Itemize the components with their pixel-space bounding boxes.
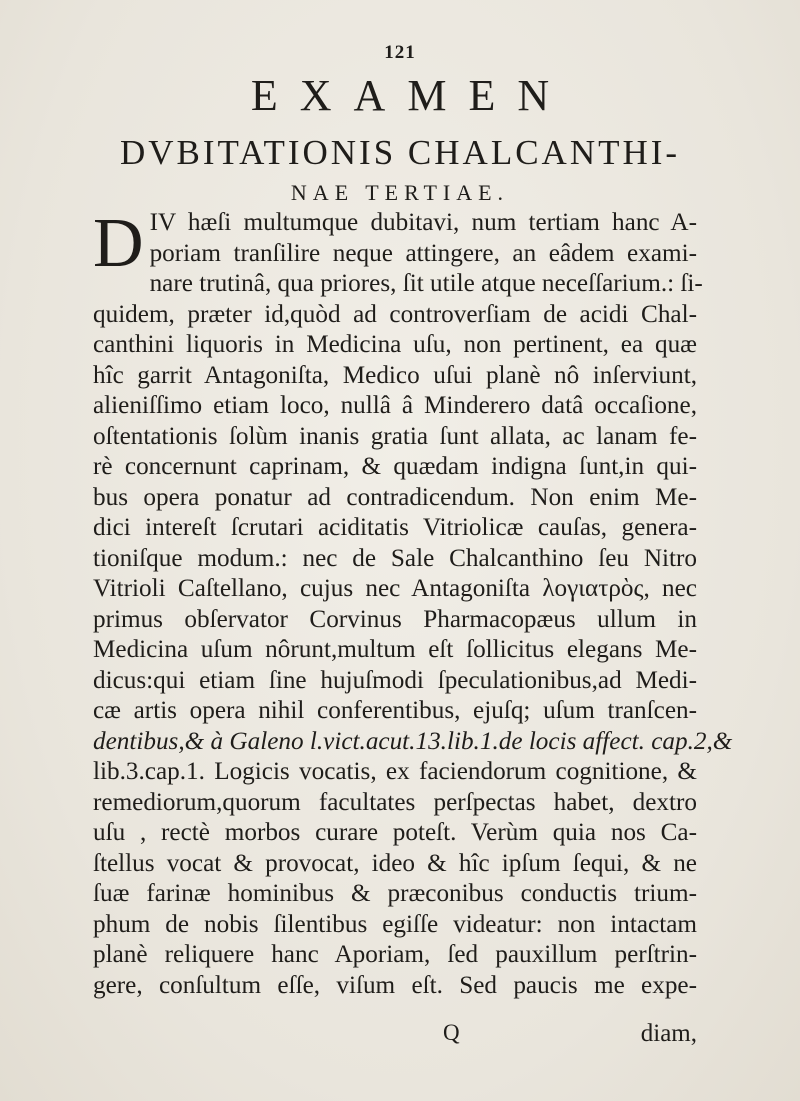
text-line: Medicina uſum nôrunt,multum eſt ſollicitus elegans Me- [93, 636, 697, 663]
text-line: phum de nobis ſilentibus egiſſe videatur: non intactam [93, 910, 697, 938]
text-line: dici intereſt ſcrutari aciditatis Vitriolicæ cauſas, genera- [93, 514, 697, 541]
catchword: diam, [640, 1020, 697, 1047]
text-line: ſtellus vocat & provocat, ideo & hîc ipſum ſequi, & ne [93, 849, 697, 877]
text-line: IV hæſi multumque dubitavi, num tertiam hanc A- [149, 209, 697, 236]
text-line: oſtentationis ſolùm inanis gratia ſunt allata, ac lanam fe- [93, 422, 697, 450]
signature-mark: Q [443, 1020, 460, 1045]
title-tertiae: NAE TERTIAE. [290, 180, 510, 205]
page-number: 121 [384, 42, 416, 63]
text-line: nare trutinâ, qua priores, ſit utile atque neceſſarium.: ſi- [149, 270, 703, 297]
title-examen: EXAMEN [250, 71, 572, 120]
text-line: remediorum,quorum facultates perſpectas habet, dextro [93, 788, 697, 816]
body-text [93, 205, 733, 1001]
text-line: primus obſervator Corvinus Pharmacopæus ullum in [93, 605, 697, 633]
text-line: cæ artis opera nihil conferentibus, ejuſq; uſum tranſcen- [93, 697, 697, 724]
text-line: lib.3.cap.1. Logicis vocatis, ex faciendorum cognitione, & [93, 758, 697, 785]
text-line: ſuæ farinæ hominibus & præconibus conductis trium- [93, 880, 697, 907]
text-line: alieniſſimo etiam loco, nullâ â Minderero datâ occaſione, [93, 392, 697, 419]
text-line: hîc garrit Antagoniſta, Medico uſui planè nô inſerviunt, [93, 361, 697, 389]
text-line: bus opera ponatur ad contradicendum. Non enim Me- [93, 483, 697, 511]
text-line: gere, conſultum eſſe, viſum eſt. Sed paucis me expe- [93, 971, 697, 999]
text-line: rè concernunt caprinam, & quædam indigna ſunt,in qui- [93, 453, 697, 480]
text-line: quidem, præter id,quòd ad controverſiam de acidi Chal- [93, 300, 697, 328]
text-line: dicus:qui etiam ſine hujuſmodi ſpeculationibus,ad Medi- [93, 666, 697, 694]
title-dubitationis: DVBITATIONIS CHALCANTHI- [119, 133, 681, 172]
text-line: tioniſque modum.: nec de Sale Chalcanthino ſeu Nitro [93, 544, 697, 572]
text-line: uſu , rectè morbos curare poteſt. Verùm quia nos Ca- [93, 819, 697, 846]
text-line: canthini liquoris in Medicina uſu, non pertinent, ea quæ [93, 331, 697, 358]
text-line: dentibus,& à Galeno l.vict.acut.13.lib.1.de locis affect. cap.2,& [93, 727, 733, 755]
text-line: planè reliquere hanc Aporiam, ſed pauxillum perſtrin- [93, 941, 697, 968]
text-line: poriam tranſilire neque attingere, an eâdem exami- [149, 239, 697, 267]
text-line: Vitrioli Caſtellano, cujus nec Antagoniſta λογιατρὸς, nec [93, 575, 697, 602]
page-footer [93, 1020, 697, 1054]
drop-cap-initial: D [93, 205, 144, 282]
